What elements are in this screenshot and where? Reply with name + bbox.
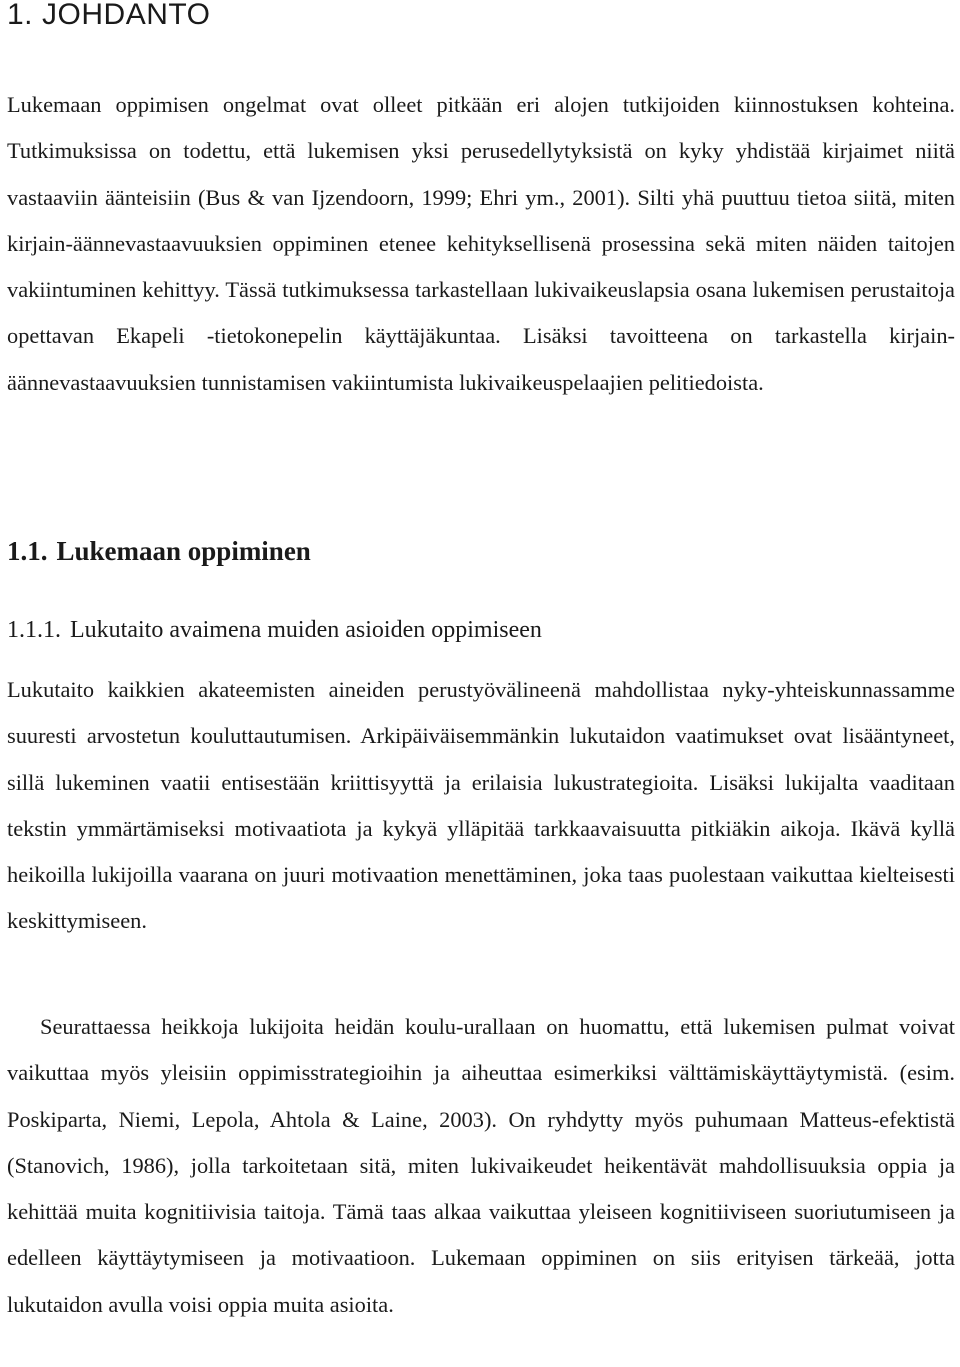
subsection-number: 1.1.1. bbox=[7, 617, 61, 643]
body-paragraph-2: Lukutaito kaikkien akateemisten aineiden perustyövälineenä mahdollistaa nyky-yhteiskunnassamme suuresti arvostetun kouluttautumisen. Arkipäiväisemmänkin lukutaidon vaatimukset ovat lisääntyneet, sillä lukeminen vaatii entisestään kriittisyyttä ja erilaisia lukustrategioita. Lisäksi lukijalta vaaditaan tekstin ymmärtämiseksi motivaatiota ja kykyä ylläpitää tarkkaavaisuutta pitkiäkin aikoja. Ikävä kyllä heikoilla lukijoilla vaarana on juuri motivaation menettäminen, joka taas puolestaan vaikuttaa kielteisesti keskittymiseen. bbox=[7, 677, 955, 934]
subsection-heading bbox=[7, 617, 542, 644]
section-number: 1.1. bbox=[7, 536, 48, 566]
section-title: Lukemaan oppiminen bbox=[56, 536, 311, 566]
chapter-number: 1. bbox=[7, 0, 34, 31]
intro-paragraph: Lukemaan oppimisen ongelmat ovat olleet pitkään eri alojen tutkijoiden kiinnostuksen kohteina. Tutkimuksissa on todettu, että lukemisen yksi perusedellytyksistä on kyky yhdistää kirjaimet niitä vastaaviin äänteisiin (Bus & van Ijzendoorn, 1999; Ehri ym., 2001). Silti yhä puuttuu tietoa siitä, miten kirjain-äännevastaavuuksien oppiminen etenee kehityksellisenä prosessina sekä miten näiden taitojen vakiintuminen kehittyy. Tässä tutkimuksessa tarkastellaan lukivaikeuslapsia osana lukemisen perustaitoja opettavan Ekapeli -tietokonepelin käyttäjäkuntaa. Lisäksi tavoitteena on tarkastella kirjain-äännevastaavuuksien tunnistamisen vakiintumista lukivaikeuspelaajien pelitiedoista. bbox=[7, 92, 955, 395]
subsection-title: Lukutaito avaimena muiden asioiden oppimiseen bbox=[70, 617, 542, 643]
section-heading bbox=[7, 536, 311, 567]
chapter-title: JOHDANTO bbox=[42, 0, 211, 31]
body-paragraph-3: Seurattaessa heikkoja lukijoita heidän koulu-urallaan on huomattu, että lukemisen pulmat voivat vaikuttaa myös yleisiin oppimisstrategioihin ja aiheuttaa esimerkiksi välttämiskäyttäytymistä. (esim. Poskiparta, Niemi, Lepola, Ahtola & Laine, 2003). On ryhdytty myös puhumaan Matteus-efektistä (Stanovich, 1986), jolla tarkoitetaan sitä, miten lukivaikeudet heikentävät mahdollisuuksia oppia ja kehittää muita kognitiivisia taitoja. Tämä taas alkaa vaikuttaa yleiseen kognitiiviseen suoriutumiseen ja edelleen käyttäytymiseen ja motivaatioon. Lukemaan oppiminen on siis erityisen tärkeää, jotta lukutaidon avulla voisi oppia muita asioita. bbox=[7, 1014, 955, 1317]
chapter-heading bbox=[7, 0, 211, 32]
